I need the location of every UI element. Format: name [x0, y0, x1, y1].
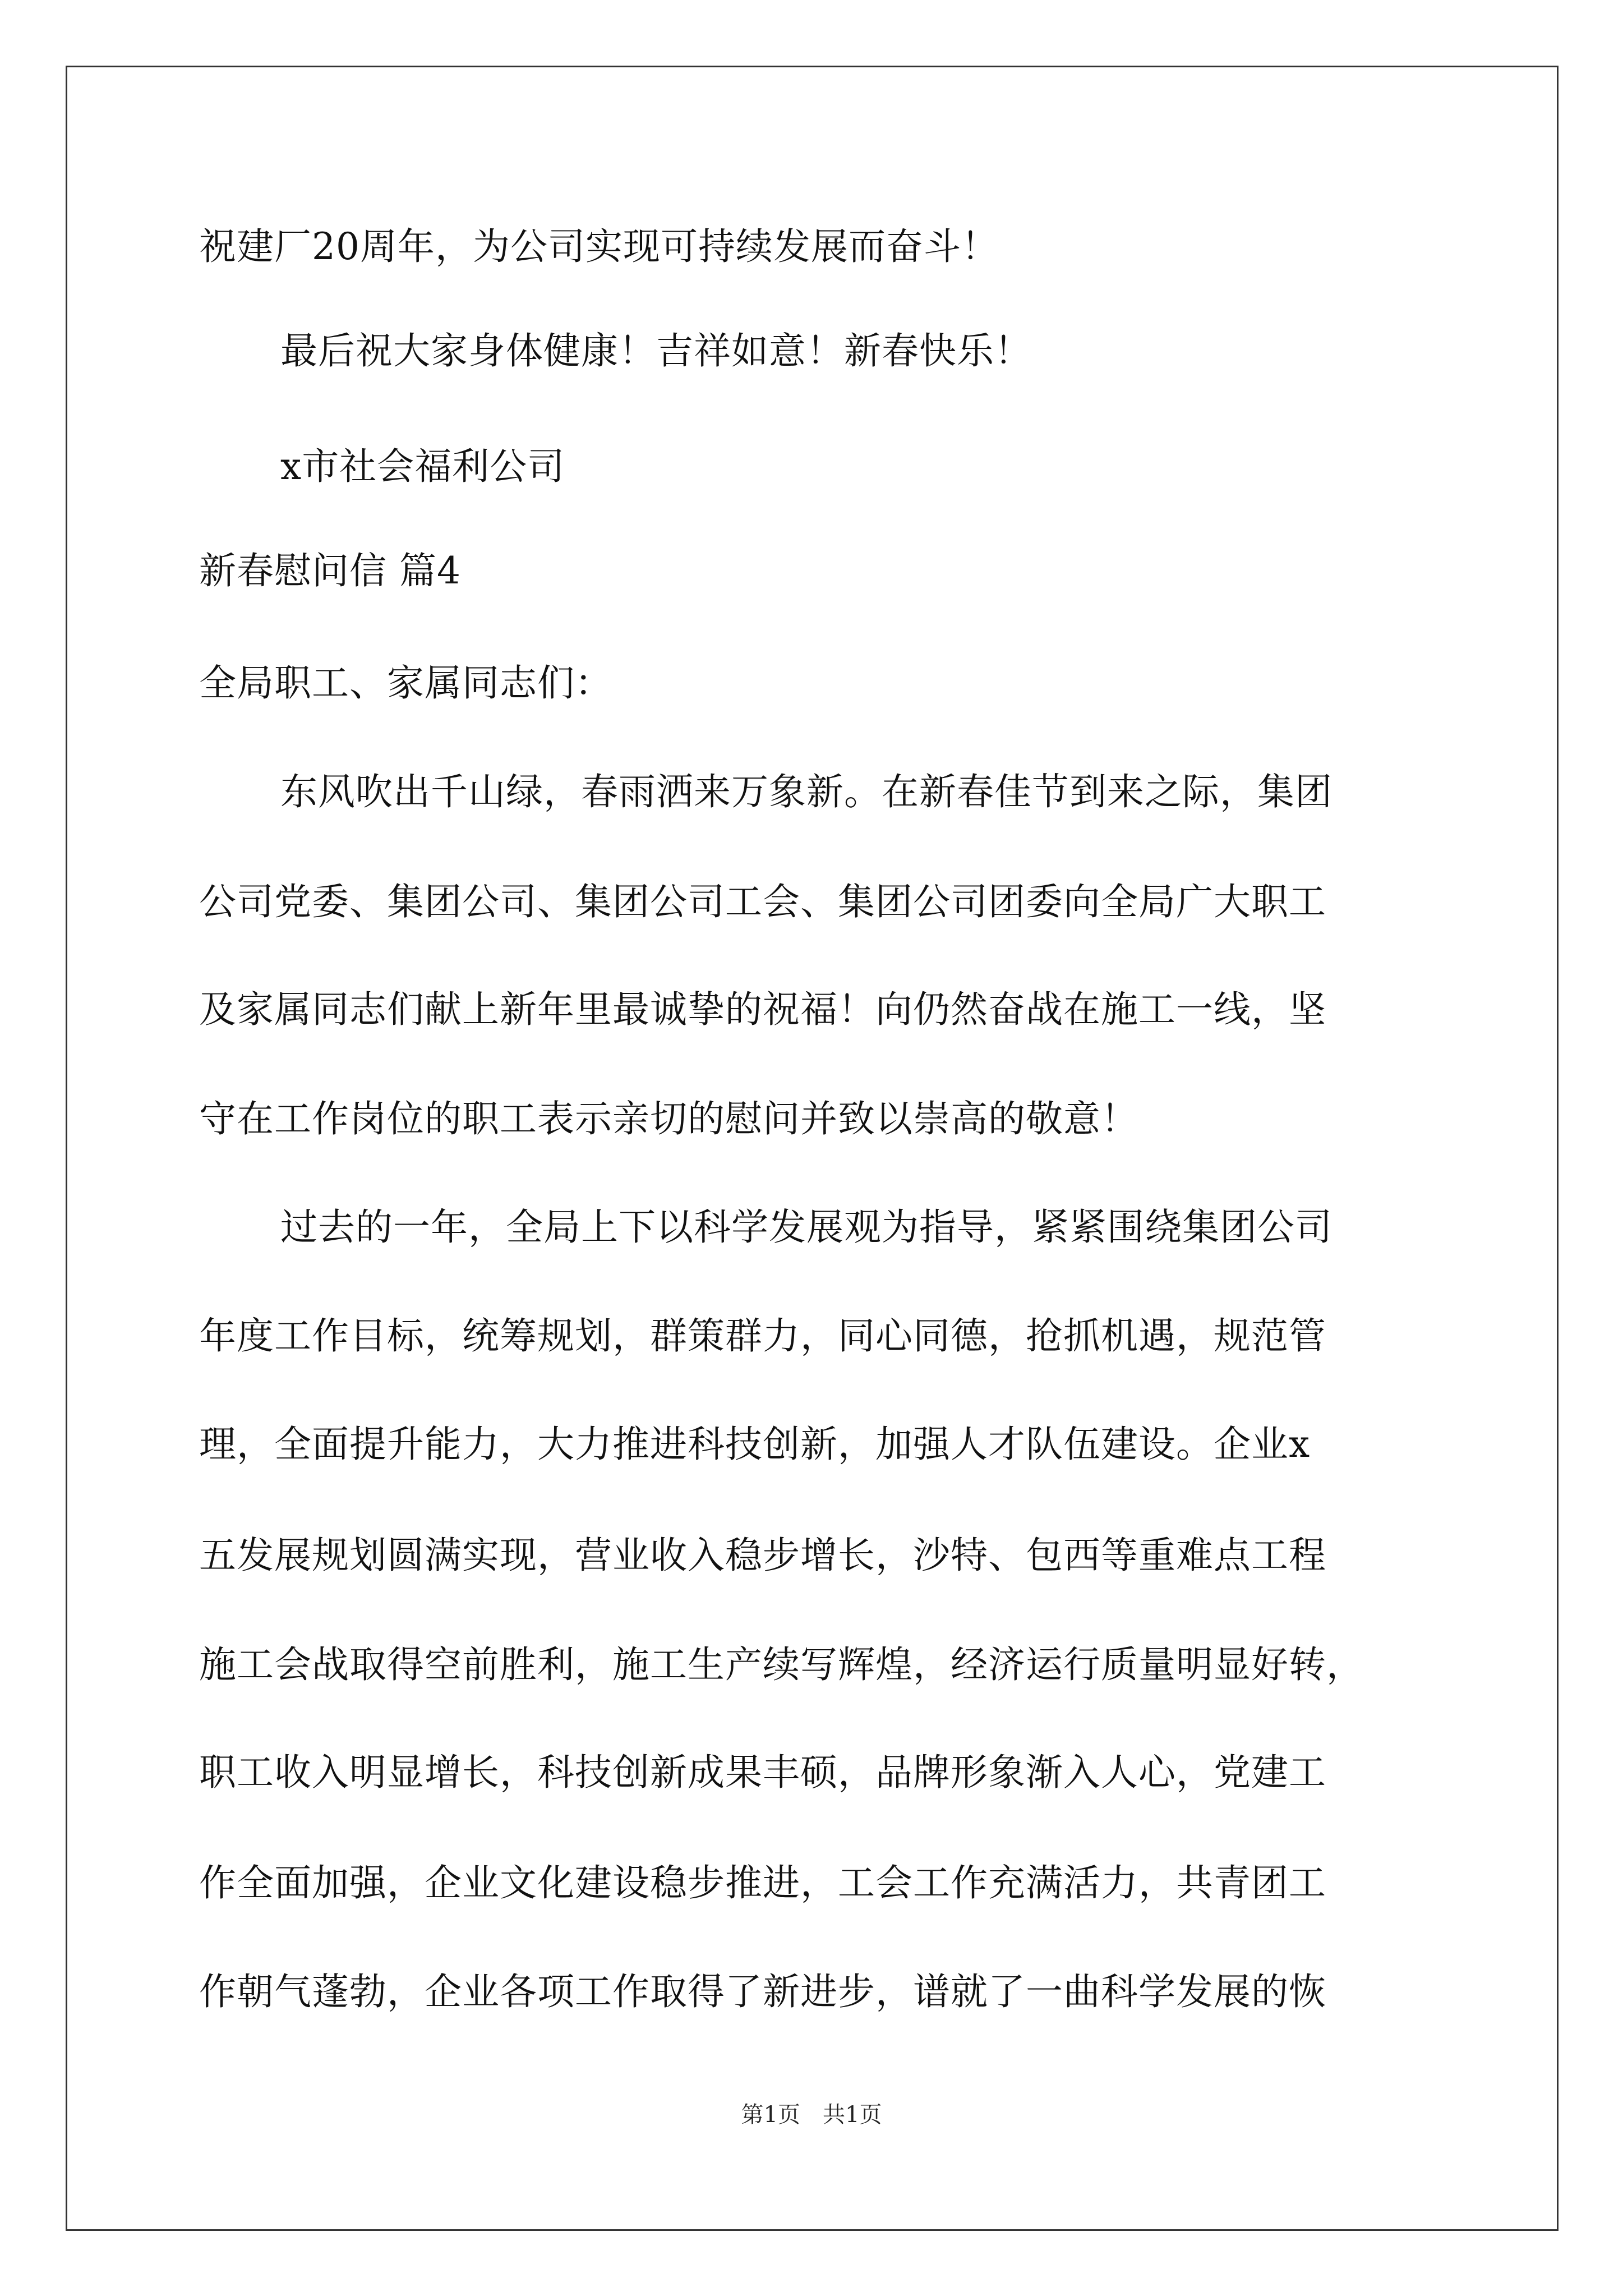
text-line: 年度工作目标，统筹规划，群策群力，同心同德，抢抓机遇，规范管 — [199, 1314, 1326, 1358]
text-line: 过去的一年，全局上下以科学发展观为指导，紧紧围绕集团公司 — [280, 1205, 1332, 1249]
text-line: 施工会战取得空前胜利，施工生产续写辉煌，经济运行质量明显好转， — [199, 1643, 1364, 1686]
text-line: 公司党委、集团公司、集团公司工会、集团公司团委向全局广大职工 — [199, 880, 1326, 923]
text-line: 守在工作岗位的职工表示亲切的慰问并致以崇高的敬意！ — [199, 1097, 1138, 1140]
text-line: 最后祝大家身体健康！吉祥如意！新春快乐！ — [280, 329, 1032, 372]
text-line: 职工收入明显增长，科技创新成果丰硕，品牌形象渐入人心，党建工 — [199, 1751, 1326, 1794]
text-line: 理，全面提升能力，大力推进科技创新，加强人才队伍建设。企业x — [199, 1423, 1311, 1466]
text-line: 作朝气蓬勃，企业各项工作取得了新进步，谱就了一曲科学发展的恢 — [199, 1970, 1326, 2013]
text-line: 五发展规划圆满实现，营业收入稳步增长，沙特、包西等重难点工程 — [199, 1534, 1326, 1577]
page-total: 共1页 — [823, 2102, 882, 2128]
salutation: 全局职工、家属同志们： — [199, 661, 612, 705]
text-line: x市社会福利公司 — [280, 445, 565, 488]
text-line: 作全面加强，企业文化建设稳步推进，工会工作充满活力，共青团工 — [199, 1861, 1326, 1904]
text-line: 祝建厂20周年，为公司实现可持续发展而奋斗！ — [199, 225, 999, 268]
text-line: 及家属同志们献上新年里最诚挚的祝福！向仍然奋战在施工一线，坚 — [199, 988, 1326, 1031]
page-number: 第1页 — [741, 2102, 800, 2128]
page-footer — [0, 2101, 1623, 2129]
text-line: 东风吹出千山绿，春雨洒来万象新。在新春佳节到来之际，集团 — [280, 770, 1332, 813]
section-heading: 新春慰问信 篇4 — [199, 549, 461, 592]
page-border — [66, 66, 1559, 2231]
